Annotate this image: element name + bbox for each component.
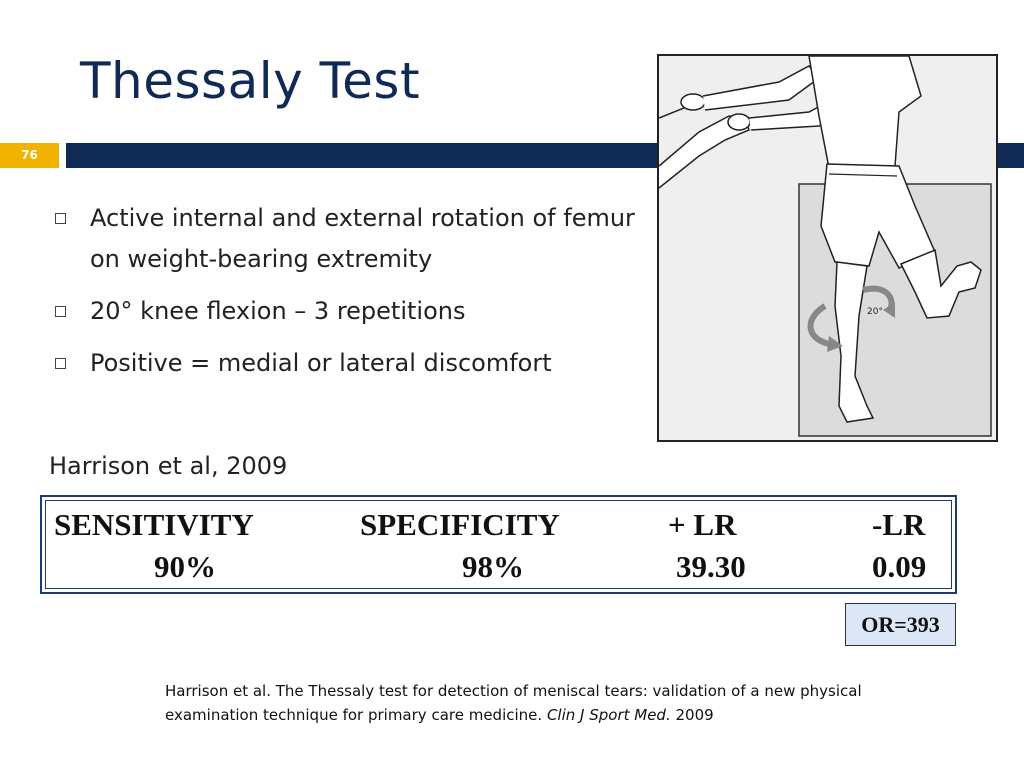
reference-text: Harrison et al. The Thessaly test for detection of meniscal tears: validation of a new physical examination technique for primary care medicine. (165, 682, 862, 724)
square-bullet-icon (55, 306, 66, 317)
stat-value-specificity: 98% (462, 549, 524, 584)
bullet-item (52, 291, 642, 332)
stat-header-specificity: SPECIFICITY (360, 507, 560, 542)
square-bullet-icon (55, 213, 66, 224)
standing-person-drawing (659, 56, 996, 440)
reference-journal: Clin J Sport Med. (546, 706, 671, 724)
reference-footnote (165, 679, 865, 727)
study-citation-label: Harrison et al, 2009 (49, 452, 288, 480)
odds-ratio-badge: OR=393 (845, 603, 956, 646)
stat-value-negative-lr: 0.09 (872, 549, 927, 584)
bullet-text: 20° knee flexion – 3 repetitions (90, 297, 466, 325)
angle-label: 20° (867, 307, 883, 317)
bullet-list (52, 198, 642, 395)
slide-title: Thessaly Test (80, 52, 421, 110)
thessaly-test-illustration (657, 54, 998, 442)
stat-value-positive-lr: 39.30 (676, 549, 746, 584)
stat-value-sensitivity: 90% (154, 549, 216, 584)
bullet-text: Active internal and external rotation of femur on weight-bearing extremity (90, 204, 635, 273)
bullet-text: Positive = medial or lateral discomfort (90, 349, 552, 377)
square-bullet-icon (55, 358, 66, 369)
stat-header-sensitivity: SENSITIVITY (54, 507, 254, 542)
reference-year: 2009 (675, 706, 714, 724)
slide-number: 76 (0, 143, 59, 168)
diagnostic-stats-table (40, 495, 957, 594)
stat-header-positive-lr: + LR (668, 507, 737, 542)
stat-header-negative-lr: -LR (872, 507, 926, 542)
bullet-item (52, 198, 642, 280)
bullet-item (52, 343, 642, 384)
